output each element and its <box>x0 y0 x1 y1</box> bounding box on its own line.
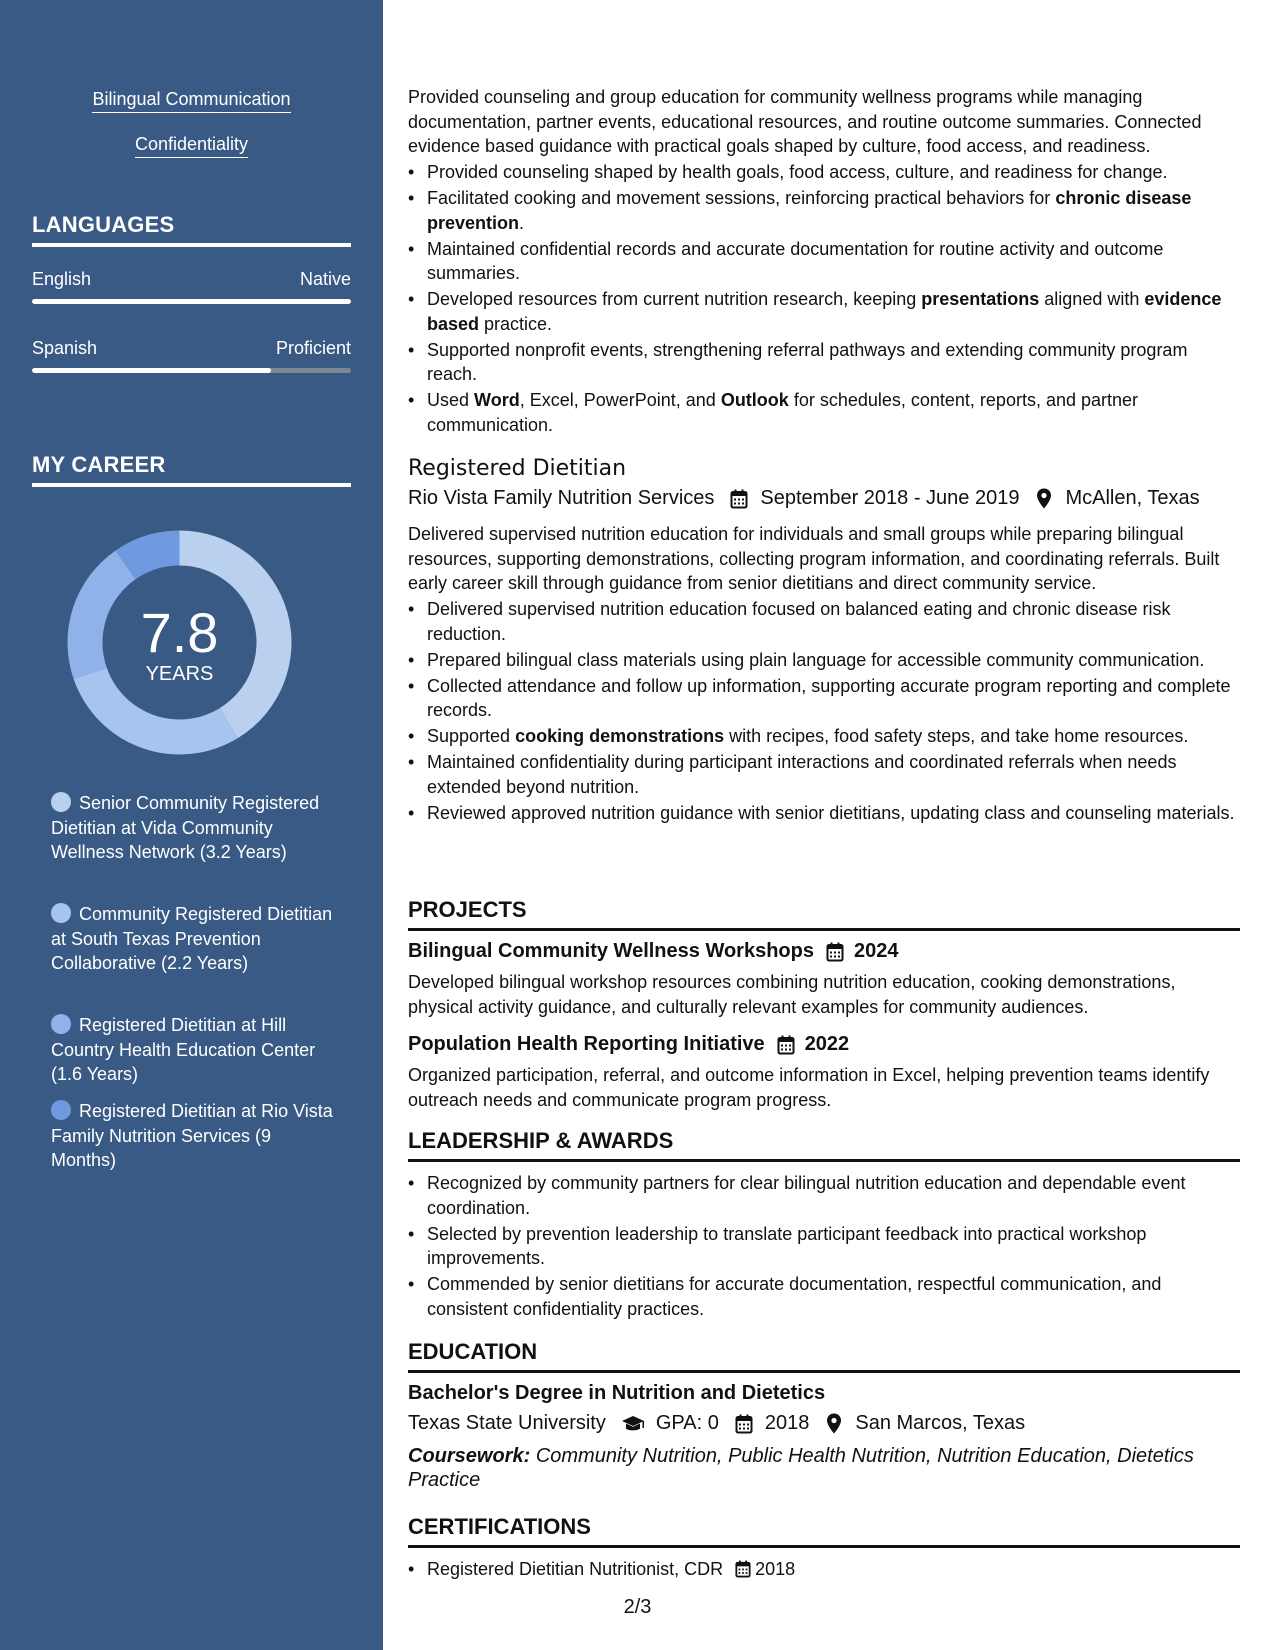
career-heading: MY CAREER <box>32 452 351 487</box>
career-item: Senior Community Registered Dietitian at Vida Community Wellness Network (3.2 Years) <box>51 793 320 862</box>
project-year: 2024 <box>854 940 899 962</box>
job-bullet: • Prepared bilingual class materials using plain language for accessible community communication. <box>408 648 1240 673</box>
career-total-years: 7.8 <box>140 601 219 664</box>
language-name: Spanish <box>32 338 98 358</box>
legend-dot <box>51 903 71 923</box>
leadership-bullets <box>408 1171 1240 1323</box>
language-level: Proficient <box>275 338 351 358</box>
job-summary: Delivered supervised nutrition education for individuals and small groups while preparing bilingual resources, supporting demonstrations, collecting program information, and coordinating referrals. Built early career skill through guidance from senior dietitians and direct community service. <box>408 524 1220 593</box>
leadership-heading: LEADERSHIP & AWARDS <box>408 1128 1240 1162</box>
education-meta <box>408 1412 1240 1435</box>
calendar-icon <box>777 1034 799 1056</box>
page-number: 2/3 <box>623 1596 652 1618</box>
job-bullet: • Provided counseling shaped by health goals, food access, culture, and readiness for change. <box>408 160 1240 185</box>
language-name: English <box>32 269 92 289</box>
language-row <box>32 338 351 359</box>
location-pin-icon <box>1033 488 1055 510</box>
language-level-bar <box>32 299 351 304</box>
career-total-unit: YEARS <box>145 663 214 685</box>
coursework-list: Community Nutrition, Public Health Nutrition, Nutrition Education, Dietetics Practice <box>408 1445 1194 1491</box>
language-row <box>32 269 351 290</box>
language-level-bar <box>32 368 351 373</box>
education-heading: EDUCATION <box>408 1339 1240 1373</box>
certification-item: • Registered Dietitian Nutritionist, CDR 2018 <box>408 1557 1240 1582</box>
job-bullet: • Maintained confidential records and accurate documentation for routine activity and outcome summaries. <box>408 237 1240 286</box>
company-name: Rio Vista Family Nutrition Services <box>408 487 715 509</box>
language-level: Native <box>299 269 351 289</box>
certification-year: 2018 <box>755 1559 796 1579</box>
project-description: Developed bilingual workshop resources combining nutrition education, cooking demonstrations, physical activity guidance, and culturally relevant examples for community audiences. <box>408 972 1176 1017</box>
graduation-cap-icon <box>620 1413 646 1435</box>
project-year: 2022 <box>804 1033 850 1055</box>
job-bullet: • Developed resources from current nutrition research, keeping presentations aligned with evidence based practice. <box>408 287 1240 336</box>
projects-heading: PROJECTS <box>408 897 1240 931</box>
coursework <box>408 1444 1240 1492</box>
job-location: McAllen, Texas <box>1065 487 1200 509</box>
legend-dot <box>51 1100 71 1120</box>
leadership-bullet: • Recognized by community partners for clear bilingual nutrition education and dependable event coordination. <box>408 1171 1240 1220</box>
degree-title: Bachelor's Degree in Nutrition and Dietetics <box>408 1382 826 1404</box>
career-item: Registered Dietitian at Hill Country Health Education Center (1.6 Years) <box>51 1015 316 1084</box>
job-bullet: • Collected attendance and follow up information, supporting accurate program reporting and complete records. <box>408 674 1240 723</box>
languages-heading: LANGUAGES <box>32 212 351 247</box>
project-title: Bilingual Community Wellness Workshops 2024 <box>408 940 899 962</box>
calendar-icon <box>826 941 848 963</box>
job-bullet: • Maintained confidentiality during participant interactions and coordinated referrals when needs extended beyond nutrition. <box>408 750 1240 799</box>
graduation-year: 2018 <box>764 1412 810 1434</box>
job-meta <box>408 487 1240 510</box>
school-name: Texas State University <box>408 1412 606 1434</box>
skill-item[interactable]: Bilingual Communication <box>0 89 383 110</box>
calendar-icon <box>735 1560 751 1578</box>
career-item: Registered Dietitian at Rio Vista Family Nutrition Services (9 Months) <box>51 1101 333 1170</box>
job-bullet: • Reviewed approved nutrition guidance with senior dietitians, updating class and counseling materials. <box>408 801 1240 826</box>
job-bullets <box>408 160 1240 439</box>
job-dates: September 2018 - June 2019 <box>760 487 1020 509</box>
legend-dot <box>51 792 71 812</box>
job-bullet: • Facilitated cooking and movement sessions, reinforcing practical behaviors for chronic disease prevention. <box>408 186 1240 235</box>
school-location: San Marcos, Texas <box>855 1412 1026 1434</box>
job-title: Registered Dietitian <box>408 456 627 481</box>
job-bullet: • Delivered supervised nutrition education focused on balanced eating and chronic disease risk reduction. <box>408 597 1240 646</box>
sidebar <box>0 0 383 1650</box>
job-bullet: • Used Word, Excel, PowerPoint, and Outlook for schedules, content, reports, and partner communication. <box>408 388 1240 437</box>
career-donut-chart <box>67 530 292 755</box>
job-bullet: • Supported cooking demonstrations with recipes, food safety steps, and take home resources. <box>408 724 1240 749</box>
calendar-icon <box>733 1413 755 1435</box>
skill-item[interactable]: Confidentiality <box>0 134 383 155</box>
job-summary: Provided counseling and group education for community wellness programs while managing documentation, partner events, educational resources, and routine outcome summaries. Connected evidence based guidance with practical goals shaped by culture, food access, and readiness. <box>408 87 1202 156</box>
gpa: GPA: 0 <box>655 1412 719 1434</box>
project-title: Population Health Reporting Initiative 2022 <box>408 1033 850 1055</box>
career-item: Community Registered Dietitian at South Texas Prevention Collaborative (2.2 Years) <box>51 904 333 973</box>
leadership-bullet: • Selected by prevention leadership to translate participant feedback into practical workshop improvements. <box>408 1222 1240 1271</box>
job-bullets <box>408 597 1240 827</box>
legend-dot <box>51 1014 71 1034</box>
location-pin-icon <box>823 1413 845 1435</box>
coursework-label: Coursework: <box>408 1445 531 1467</box>
job-bullet: • Supported nonprofit events, strengthening referral pathways and extending community program reach. <box>408 338 1240 387</box>
certification-list <box>408 1557 1240 1583</box>
certifications-heading: CERTIFICATIONS <box>408 1514 1240 1548</box>
calendar-icon <box>728 488 750 510</box>
project-description: Organized participation, referral, and outcome information in Excel, helping prevention teams identify outreach needs and communicate program progress. <box>408 1065 1210 1110</box>
leadership-bullet: • Commended by senior dietitians for accurate documentation, respectful communication, and consistent confidentiality practices. <box>408 1272 1240 1321</box>
